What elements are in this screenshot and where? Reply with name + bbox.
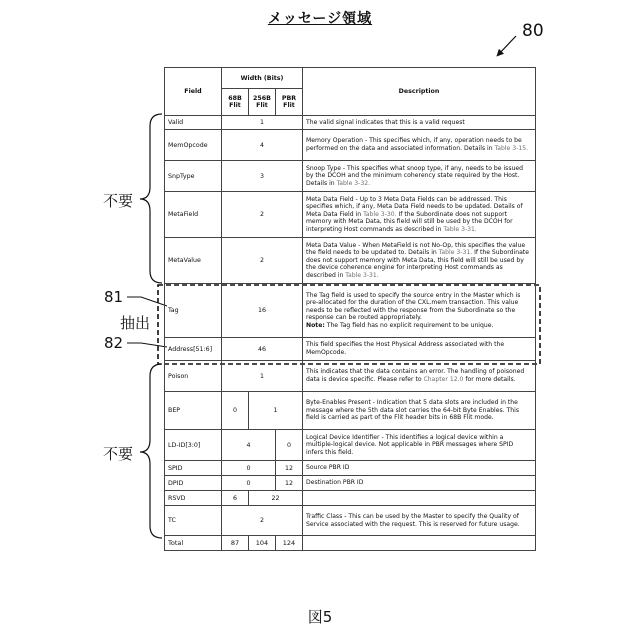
- header-description: Description: [303, 68, 536, 116]
- table-row: TC 2 Traffic Class - This can be used by the Master to specify the Quality of Service associated with the request. This is reserved for future usage.: [165, 506, 536, 536]
- bracket-unneeded-bottom: [140, 364, 162, 538]
- figure-caption: 図5: [0, 606, 640, 627]
- leader-line-tag: [127, 297, 167, 306]
- table-row: Poison 1 This indicates that the data contains an error. The handling of poisoned data is device specific. Please refer to Chapter 12.0 for more details.: [165, 361, 536, 392]
- table-row: MemOpcode 4 Memory Operation - This specifies which, if any, operation needs to be performed on the data and associated information. Details in Table 3-15.: [165, 130, 536, 161]
- table-row: MetaValue 2 Meta Data Value - When MetaField is not No-Op, this specifies the value the field needs to be updated to. Details in Table 3-31. If the Subordinate does not support memory with Meta Data, this field will still be used by the device coherence engine for interpreting Host commands as described in Table 3-31.: [165, 238, 536, 284]
- table-row: SPID 0 12 Source PBR ID: [165, 461, 536, 476]
- header-68b-flit: 68B Flit: [222, 89, 249, 116]
- label-ref-tag: 81: [104, 288, 123, 306]
- table-row: SnpType 3 Snoop Type - This specifies what snoop type, if any, needs to be issued by the DCOH and the minimum coherency state required by the Host. Details in Table 3-32.: [165, 161, 536, 192]
- page-title: メッセージ領域: [0, 8, 640, 28]
- table-row: MetaField 2 Meta Data Field - Up to 3 Meta Data Fields can be addressed. This specifies which, if any, Meta Data Field needs to be updated. Details of Meta Data Field in Table 3-30. If the Subordinate does not support memory with Meta Data, this field will still be used by the DCOH for interpreting Host commands as described in Table 3-31.: [165, 192, 536, 238]
- table-header-row: [165, 68, 536, 89]
- message-field-table: [164, 67, 536, 551]
- label-ref-address: 82: [104, 334, 123, 352]
- bracket-unneeded-top: [140, 114, 162, 283]
- table-row-total: Total 87 104 124: [165, 536, 536, 551]
- table-row: Valid 1 The valid signal indicates that this is a valid request: [165, 116, 536, 130]
- table-row-address: Address[51:6] 46 This field specifies the Host Physical Address associated with the MemOpcode.: [165, 338, 536, 361]
- figure-reference-number: 80: [522, 21, 544, 41]
- table-row: DPID 0 12 Destination PBR ID: [165, 476, 536, 491]
- header-width: Width (Bits): [222, 68, 303, 89]
- header-field: Field: [165, 68, 222, 116]
- table-row-tag: Tag 16 The Tag field is used to specify the source entry in the Master which is pre-allocated for the duration of the CXL.mem transaction. This value needs to be reflected with the response from the Subordinate so the response can be routed appropriately. Note: The Tag field has no explicit requirement to be unique.: [165, 284, 536, 338]
- figure-reference-arrow: [497, 36, 516, 56]
- table-row: LD-ID[3:0] 4 0 Logical Device Identifier - This identifies a logical device within a multiple-logical device. Not applicable in PBR messages where SPID infers this field.: [165, 430, 536, 461]
- header-pbr-flit: PBR Flit: [276, 89, 303, 116]
- leader-line-address: [127, 343, 167, 347]
- label-extract: 抽出: [120, 312, 150, 333]
- table-row: RSVD 6 22: [165, 491, 536, 506]
- table-row: BEP 0 1 Byte-Enables Present - Indication that 5 data slots are included in the message where the 5th data slot carries the 64-bit Byte Enables. This field is carried as part of the Flit header bits in 68B Flit mode.: [165, 392, 536, 430]
- header-256b-flit: 256B Flit: [249, 89, 276, 116]
- label-unneeded-bottom: 不要: [103, 443, 133, 464]
- label-unneeded-top: 不要: [103, 190, 133, 211]
